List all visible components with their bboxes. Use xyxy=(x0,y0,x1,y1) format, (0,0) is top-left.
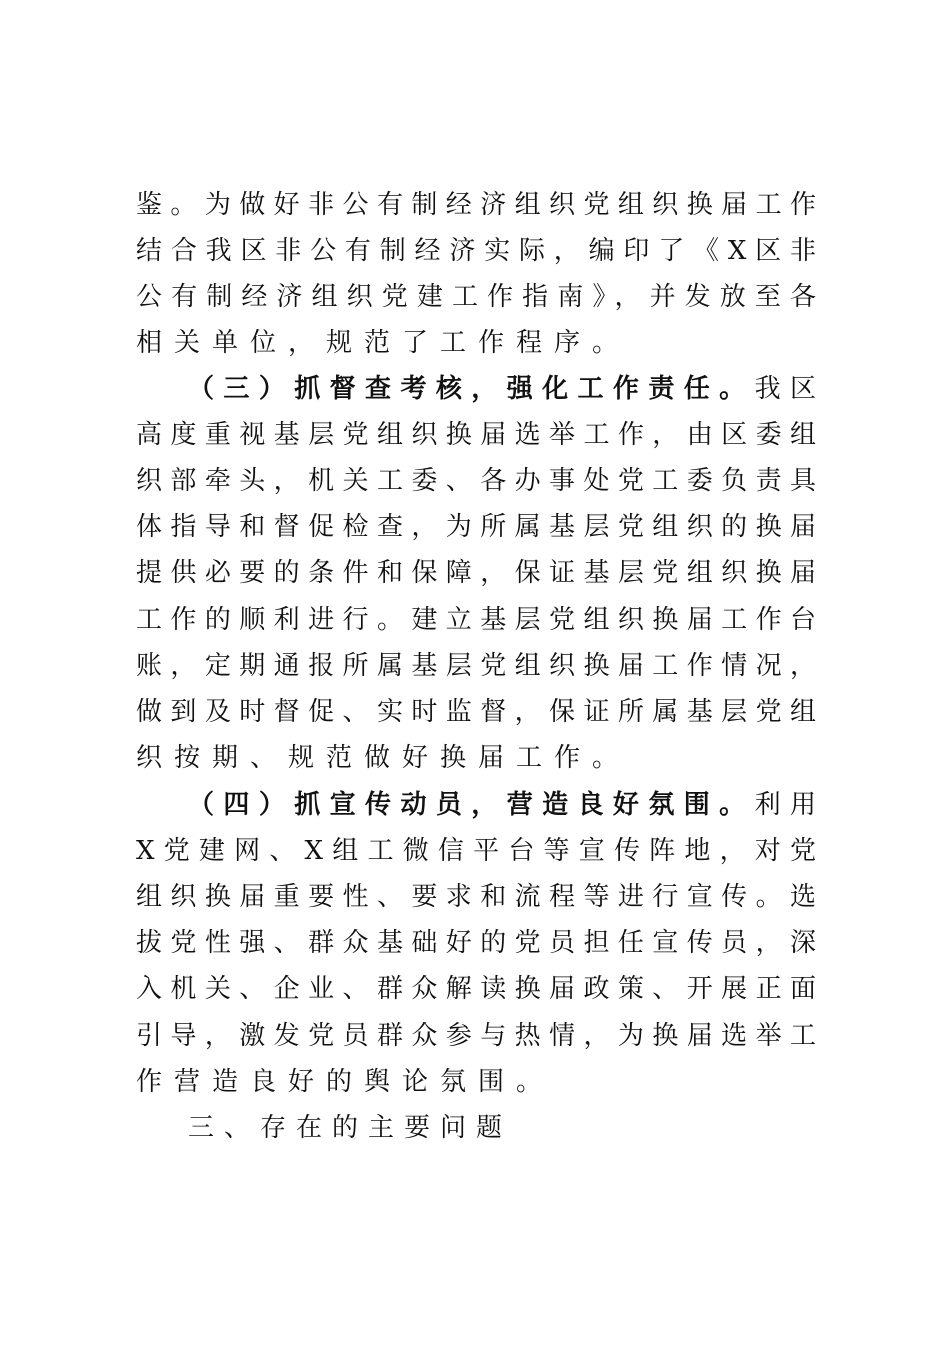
text-line: X党建网、X组工微信平台等宣传阵地，对党 xyxy=(136,836,816,866)
text-line: 组织换届重要性、要求和流程等进行宣传。选 xyxy=(136,882,816,912)
paragraph-3-first-line xyxy=(188,373,816,405)
text-line: 结合我区非公有制经济实际，编印了《X区非 xyxy=(136,236,816,266)
text-line: 鉴。为做好非公有制经济组织党组织换届工作 xyxy=(136,190,816,220)
text-line: 作营造良好的舆论氛围。 xyxy=(136,1067,555,1097)
text-line: 提供必要的条件和保障，保证基层党组织换届 xyxy=(136,558,816,588)
text-line: 织按期、规范做好换届工作。 xyxy=(136,743,631,773)
paragraph-4-bold-title: （四）抓宣传动员，营造良好氛围。 xyxy=(188,790,755,820)
paragraph-3-bold-title: （三）抓督查考核，强化工作责任。 xyxy=(188,374,755,404)
text-line: 入机关、企业、群众解读换届政策、开展正面 xyxy=(136,974,816,1004)
section-heading: 三、存在的主要问题 xyxy=(188,1113,513,1143)
text-line: 织部牵头，机关工委、各办事处党工委负责具 xyxy=(136,466,816,496)
text-line: 拔党性强、群众基础好的党员担任宣传员，深 xyxy=(136,928,816,958)
text-line: 引导，激发党员群众参与热情，为换届选举工 xyxy=(136,1021,816,1051)
text-line: 相关单位，规范了工作程序。 xyxy=(136,328,631,358)
text-line: 工作的顺利进行。建立基层党组织换届工作台 xyxy=(136,605,816,635)
text-line: 体指导和督促检查，为所属基层党组织的换届 xyxy=(136,512,816,542)
text-line: 高度重视基层党组织换届选举工作，由区委组 xyxy=(136,420,816,450)
text-line: 做到及时督促、实时监督，保证所属基层党组 xyxy=(136,697,816,727)
text-line: 账，定期通报所属基层党组织换届工作情况， xyxy=(136,651,816,681)
text-line: 公有制经济组织党建工作指南》，并发放至各 xyxy=(136,282,816,312)
paragraph-4-text: 利用 xyxy=(754,790,816,820)
paragraph-3-text: 我区 xyxy=(754,374,816,404)
paragraph-4-first-line xyxy=(188,789,816,821)
